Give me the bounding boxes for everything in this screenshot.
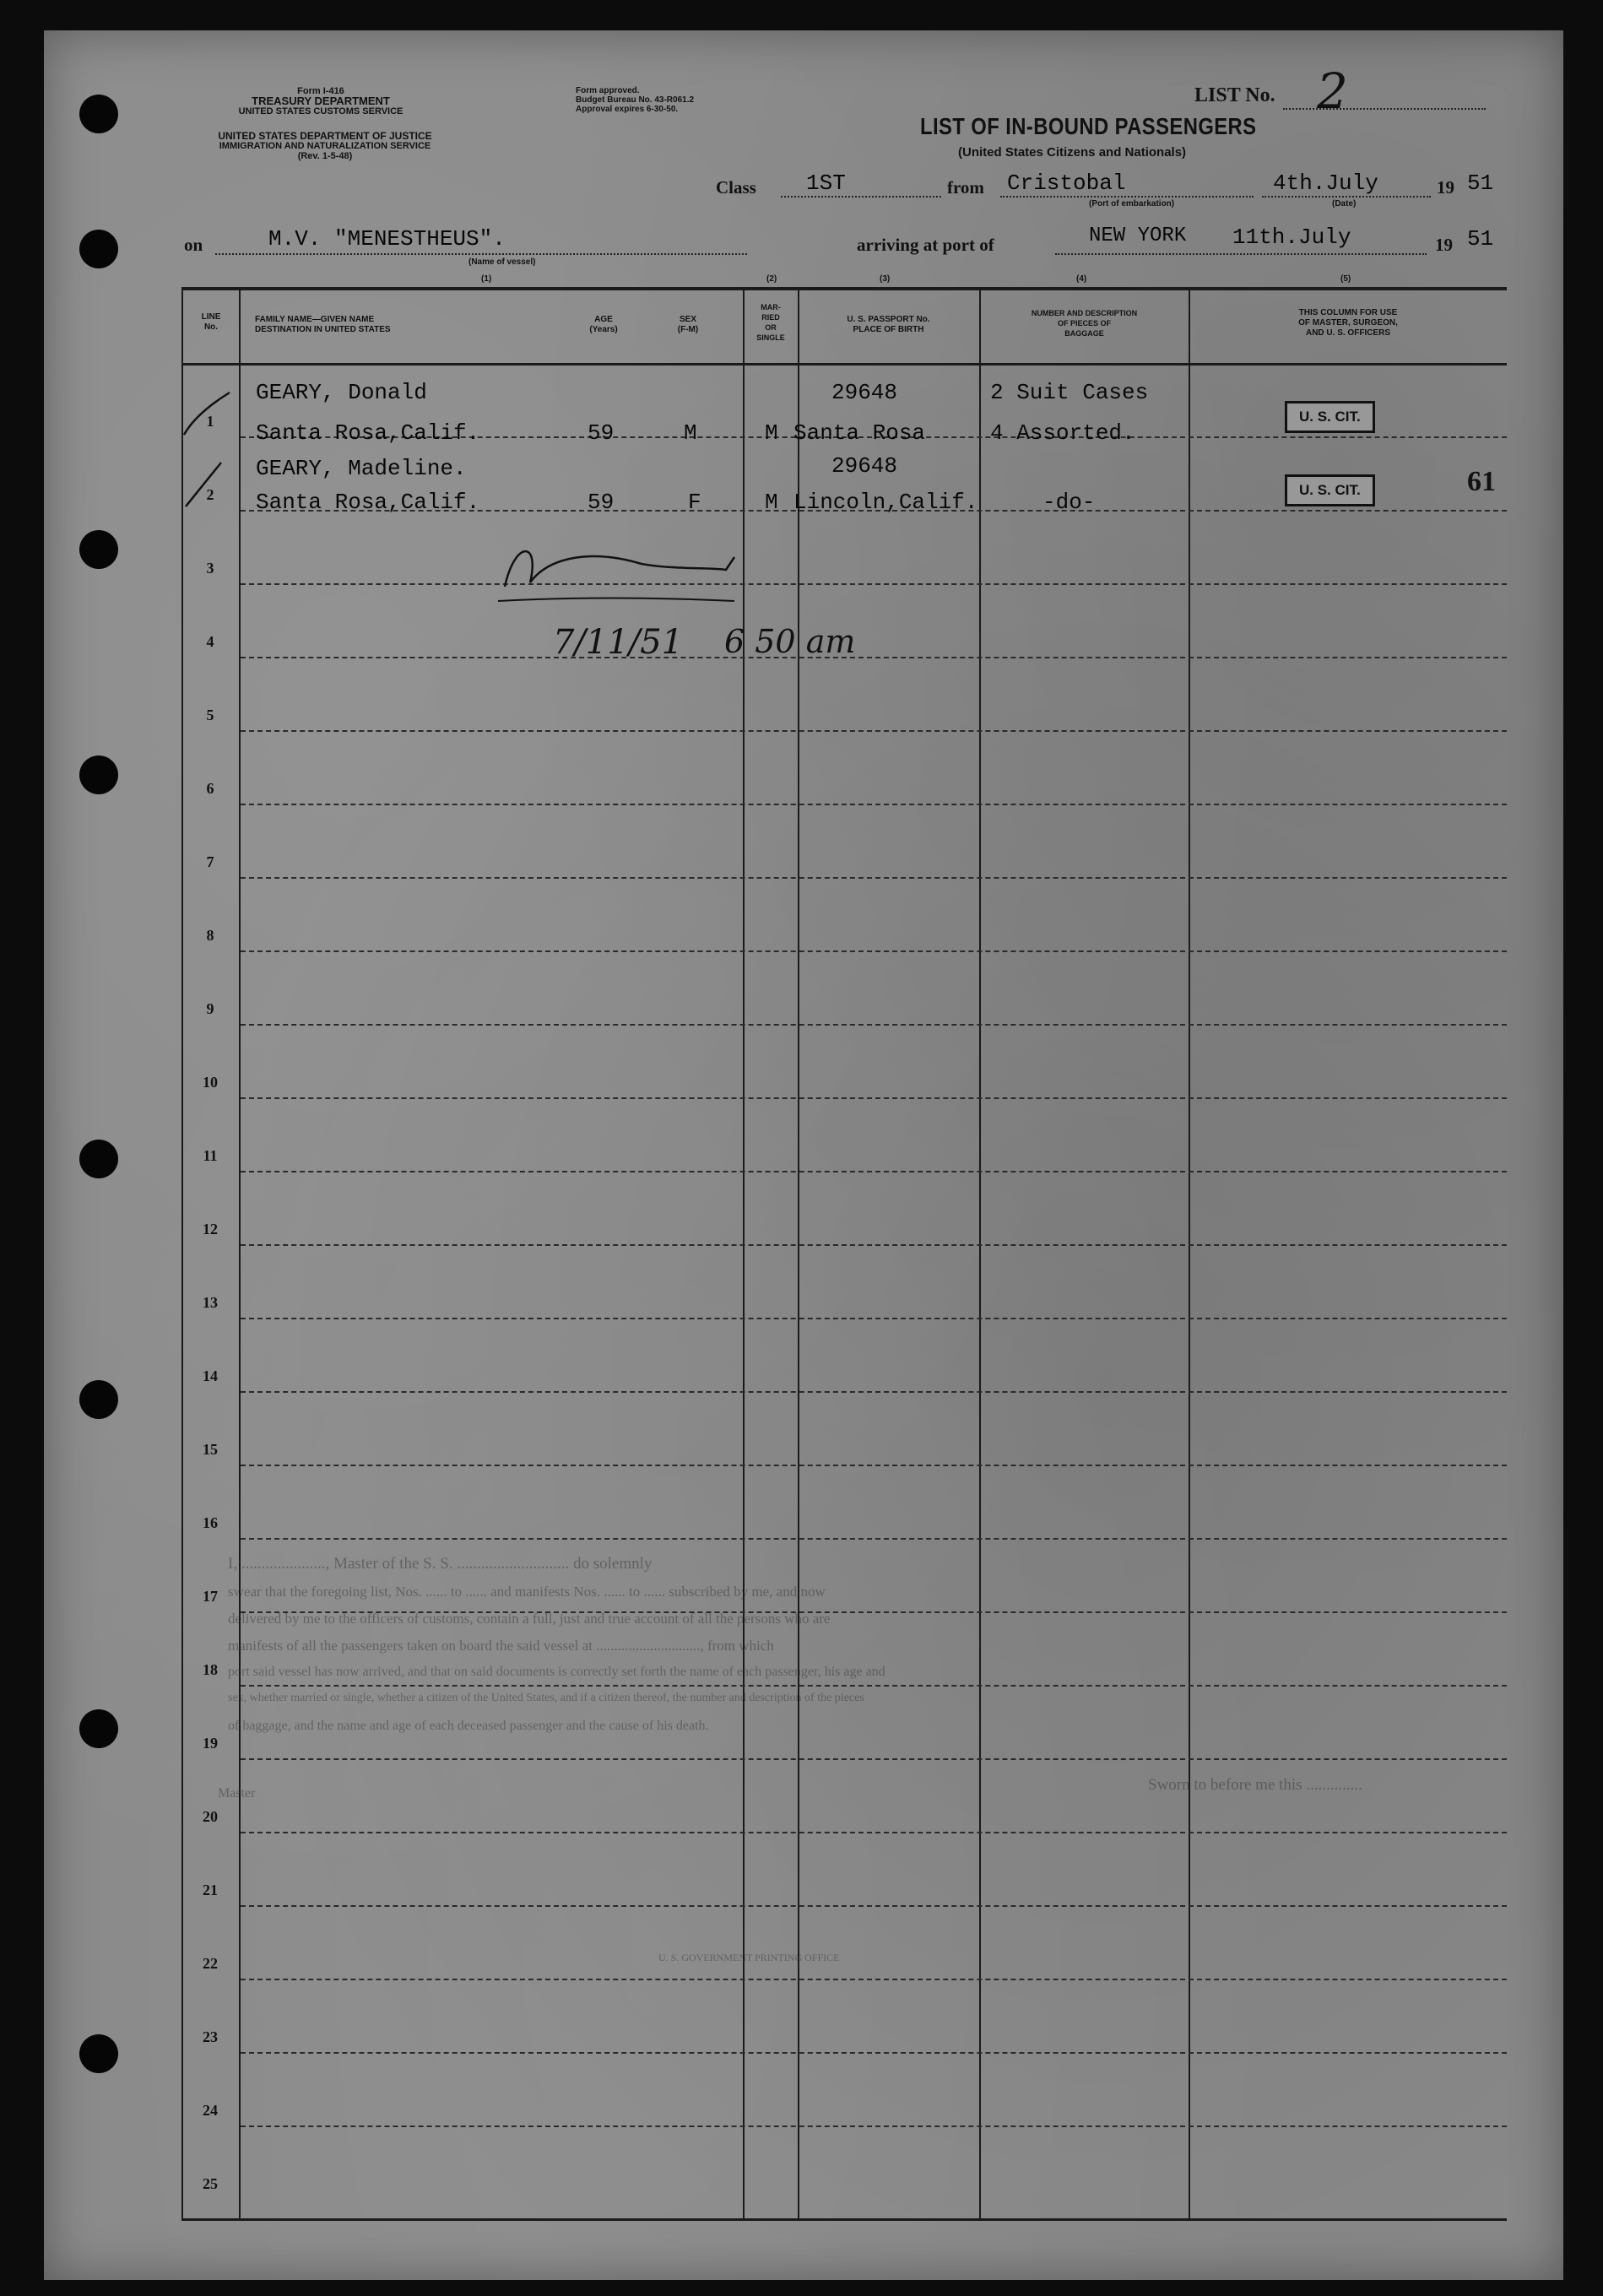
column-number-4: (4) (1076, 274, 1087, 284)
class-value: 1ST (806, 171, 846, 196)
check-mark-1 (184, 393, 230, 435)
passenger-2-baggage-1: -do- (1042, 490, 1096, 515)
passenger-1-sex: M (684, 420, 697, 446)
from-value: Cristobal (1007, 171, 1126, 196)
column-number-2: (2) (766, 274, 777, 284)
class-label: Class (716, 177, 756, 198)
arrival-year-prefix: 19 (1435, 235, 1453, 255)
oath-line-1: I, ....................., Master of the S. S. ............................ do solemnly (228, 1555, 653, 1573)
document-subtitle: (United States Citizens and Nationals) (958, 145, 1187, 160)
approval-expires: Approval expires 6-30-50. (576, 105, 679, 114)
passenger-2-passport: 29648 (831, 453, 898, 479)
passenger-2-age: 59 (588, 490, 615, 515)
passenger-1-baggage-2: 4 Assorted. (990, 420, 1135, 446)
line-number: 14 (203, 1367, 218, 1384)
line-number: 21 (203, 1882, 218, 1898)
line-number: 10 (203, 1074, 218, 1091)
date-caption: (Date) (1332, 199, 1357, 208)
oath-line-2: swear that the foregoing list, Nos. ...... to ...... and manifests Nos. ...... to ...... subscribed by me, and now (228, 1584, 826, 1600)
arrival-year: 51 (1467, 226, 1494, 252)
form-approved: Form approved. (576, 86, 640, 95)
vessel-name: M.V. "MENESTHEUS". (268, 226, 506, 252)
line-number: 19 (203, 1735, 218, 1752)
signature-underline (498, 598, 734, 602)
from-label: from (947, 177, 984, 198)
passenger-1-birthplace: Santa Rosa (793, 420, 926, 446)
passenger-2-sex: F (688, 490, 701, 515)
document-title: LIST OF IN-BOUND PASSENGERS (920, 113, 1257, 139)
oath-line-3: delivered by me to the officers of customs, contain a full, just and true account of all the persons who are (228, 1611, 831, 1627)
line-number: 25 (203, 2175, 218, 2192)
treasury-department: TREASURY DEPARTMENT (252, 95, 390, 107)
passenger-1-passport: 29648 (831, 380, 898, 405)
line-number: 6 (206, 780, 214, 797)
vessel-caption: (Name of vessel) (468, 257, 536, 267)
passenger-1-name: GEARY, Donald (256, 380, 427, 405)
passenger-2-name: GEARY, Madeline. (256, 456, 467, 481)
inspection-time: 6 50 am (724, 623, 856, 660)
arrival-port: NEW YORK (1089, 225, 1187, 247)
arrival-date: 11th.July (1232, 225, 1351, 250)
line-number: 17 (203, 1588, 218, 1605)
line-number: 1 (206, 413, 214, 430)
departure-year: 51 (1467, 171, 1494, 196)
line-number: 9 (206, 1000, 214, 1017)
departure-year-prefix: 19 (1437, 177, 1454, 198)
revision-date: (Rev. 1-5-48) (297, 151, 353, 161)
department-of-justice: UNITED STATES DEPARTMENT OF JUSTICE (218, 130, 432, 142)
list-no-value: 2 (1317, 62, 1348, 120)
passenger-1-destination: Santa Rosa,Calif. (256, 420, 480, 446)
budget-bureau: Budget Bureau No. 43-R061.2 (576, 95, 695, 105)
form-number: Form I-416 (297, 86, 344, 96)
passenger-1-citizen-stamp: U. S. CIT. (1285, 401, 1375, 433)
header-age: AGE (Years) (589, 315, 618, 334)
immigration-service: IMMIGRATION AND NATURALIZATION SERVICE (219, 141, 431, 151)
oath-master: Master (218, 1786, 256, 1801)
line-number: 8 (206, 927, 214, 944)
customs-service: UNITED STATES CUSTOMS SERVICE (238, 106, 403, 116)
margin-number: 61 (1467, 466, 1496, 497)
line-number: 3 (206, 560, 214, 577)
port-embarkation-caption: (Port of embarkation) (1089, 199, 1175, 208)
on-label: on (184, 235, 203, 255)
printing-footer: U. S. GOVERNMENT PRINTING OFFICE (658, 1952, 840, 1963)
header-baggage: NUMBER AND DESCRIPTION OF PIECES OF BAGGAGE (1031, 309, 1138, 338)
passenger-2-birthplace: Lincoln,Calif. (793, 490, 978, 515)
line-number: 18 (203, 1661, 218, 1678)
line-number: 13 (203, 1294, 218, 1311)
inspection-date: 7/11/51 (553, 623, 684, 662)
line-number: 12 (203, 1221, 218, 1237)
passenger-2-married: M (765, 490, 778, 515)
line-number: 7 (206, 853, 214, 870)
column-number-3: (3) (880, 274, 891, 284)
passenger-1-age: 59 (588, 420, 615, 446)
header-sex: SEX (F-M) (677, 315, 699, 334)
header-married: MAR- RIED OR SINGLE (756, 303, 785, 342)
line-number: 15 (203, 1441, 218, 1458)
line-number: 23 (203, 2028, 218, 2045)
column-number-5: (5) (1340, 274, 1351, 284)
check-mark-2 (186, 463, 221, 506)
oath-line-6: sex, whether married or single, whether a citizen of the United States, and if a citizen thereof, the number and description of the pieces (228, 1692, 864, 1704)
header-name: FAMILY NAME—GIVEN NAME DESTINATION IN UNITED STATES (255, 315, 391, 334)
header-officers: THIS COLUMN FOR USE OF MASTER, SURGEON, AND U. S. OFFICERS (1298, 308, 1398, 338)
oath-line-4: manifests of all the passengers taken on board the said vessel at ............................., from which (228, 1638, 774, 1654)
line-number: 16 (203, 1514, 218, 1531)
passenger-1-married: M (765, 420, 778, 446)
passenger-2-destination: Santa Rosa,Calif. (256, 490, 480, 515)
line-number: 22 (203, 1955, 218, 1972)
oath-line-7: of baggage, and the name and age of each deceased passenger and the cause of his death. (228, 1719, 709, 1733)
passenger-2-citizen-stamp: U. S. CIT. (1285, 474, 1375, 506)
arriving-label: arriving at port of (857, 235, 994, 255)
column-number-1: (1) (481, 274, 492, 284)
line-number: 4 (206, 633, 214, 650)
line-number: 11 (203, 1147, 218, 1164)
list-no-label: LIST No. (1194, 84, 1275, 106)
line-number: 20 (203, 1808, 218, 1825)
oath-line-5: port said vessel has now arrived, and that on said documents is correctly set forth the name of each passenger, his age and (228, 1665, 885, 1679)
line-number: 24 (203, 2102, 218, 2119)
passenger-1-baggage-1: 2 Suit Cases (990, 380, 1149, 405)
line-number: 2 (206, 486, 214, 503)
departure-date: 4th.July (1273, 171, 1378, 196)
line-number: 5 (206, 707, 214, 723)
oath-sworn: Sworn to before me this .............. (1148, 1776, 1362, 1794)
header-line-no: LINE No. (201, 312, 221, 332)
header-passport: U. S. PASSPORT No. PLACE OF BIRTH (847, 315, 930, 334)
